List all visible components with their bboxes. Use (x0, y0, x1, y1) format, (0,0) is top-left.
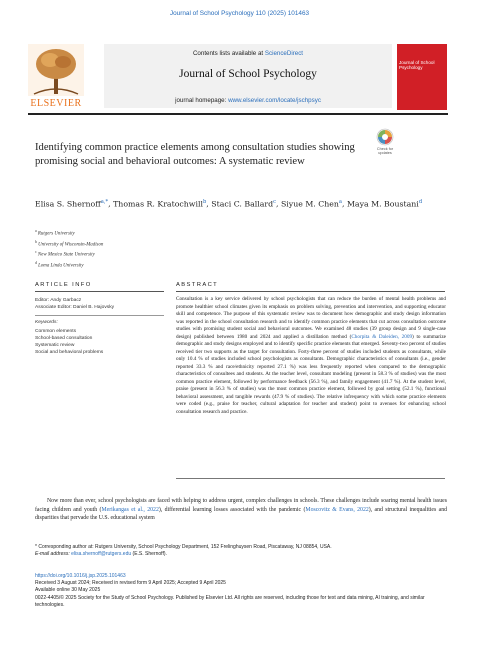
abstract-heading: ABSTRACT (176, 282, 219, 288)
affiliation-marker: c (35, 250, 37, 255)
author-affiliation-marker[interactable]: a,* (100, 199, 109, 205)
author-name[interactable]: Elisa S. Shernoff (35, 199, 101, 209)
associate-editor-line: Associate Editor: Daniel B. Hajovsky (35, 305, 115, 311)
keywords-divider (35, 315, 164, 316)
affiliation-marker: b (35, 239, 37, 244)
abstract-divider (176, 291, 445, 292)
body-part-a: Now more than ever, school psychologists are faced with helping to address urgent, complex challenges in schools. These challenges include soaring mental health issues facing children and youth ( (35, 498, 447, 513)
author-name[interactable]: Maya M. Boustani (346, 199, 419, 209)
author-name[interactable]: Thomas R. Kratochwill (113, 199, 203, 209)
author-affiliation-marker[interactable]: a (338, 199, 342, 205)
elsevier-logo-text: ELSEVIER (30, 98, 82, 109)
affiliation-text: Loma Linda University (38, 263, 84, 269)
author-affiliation-marker[interactable]: d (418, 199, 423, 205)
email-label: E-mail address: (35, 550, 70, 557)
editor-line: Editor: Andy Garbacz (35, 298, 82, 303)
cover-title: Journal of School Psychology (399, 60, 435, 70)
affiliation-item (35, 260, 335, 271)
badge-line2: updates (378, 151, 392, 156)
publication-info (35, 573, 447, 609)
article-title: Identifying common practice elements among consultation studies showing promising social and behavioral outcomes: A systematic review (35, 142, 355, 167)
journal-homepage (104, 97, 392, 104)
author-name[interactable]: Staci C. Ballard (211, 199, 274, 209)
author-separator: , (276, 199, 281, 209)
article-info-heading: ARTICLE INFO (35, 282, 92, 288)
abstract-part-a: Consultation is a key service delivered by school psychologists that can reduce the burden of mental health problems and promote healthier school climates given its emphasis on problem solving, prevention and intervention, and supporting educator skill and competence. The purpose of this systematic review was to document how demographic and study design information was reported in the school consultation research and to identify common practice elements that cut across consultation outcome studies with promising student social and behavioral outcomes. We examined 48 studies (39 group design and 9 single-case design) published between 1980 and 2024 and applied a distillation method ( (176, 296, 446, 340)
article-info-divider (35, 291, 164, 292)
abstract-citation-link[interactable]: Chorpita & Daleiden, 2009 (351, 333, 413, 340)
badge-line1: Check for (376, 147, 394, 151)
body-part-c: ), and structural inequalities and disparities that pervade the U.S. educational system (35, 506, 447, 522)
keyword-item: Social and behavioral problems (35, 350, 104, 355)
author-separator: , (341, 199, 347, 209)
author-name[interactable]: Siyue M. Chen (280, 199, 339, 209)
keywords-list (35, 328, 103, 356)
editor-info (35, 297, 114, 311)
affiliation-text: University of Wisconsin-Madison (38, 242, 104, 248)
author-affiliation-marker[interactable]: b (202, 199, 207, 205)
keywords-heading: Keywords: (35, 320, 58, 325)
affiliation-item (35, 249, 335, 260)
author-separator: , (108, 199, 114, 209)
available-online: Available online 30 May 2025 (35, 587, 101, 594)
affiliation-item (35, 239, 335, 250)
sciencedirect-link[interactable]: ScienceDirect (264, 50, 304, 57)
keyword-item: Common elements (35, 329, 77, 334)
header-divider (28, 113, 448, 115)
email-line (35, 551, 447, 558)
citation-moscovitz-link[interactable]: Moscovitz & Evans, 2022 (305, 506, 369, 513)
affiliation-item (35, 228, 335, 239)
author-affiliation-marker[interactable]: c (273, 199, 276, 205)
citation-merikangas-link[interactable]: Merikangas et al., 2022 (101, 506, 159, 513)
abstract-bottom-divider (176, 478, 445, 479)
copyright-notice: 0022-4405/© 2025 Society for the Study of School Psychology. Published by Elsevier Ltd. All rights are reserved, including those for text and data mining, AI training, and similar technologies. (35, 594, 425, 608)
abstract-part-b: ) to summarize demographic and study designs employed and to identify specific practice elements that emerged. Seventy-two percent of studies received tier two supports as the target for consultation. Forty-three percent of studies included students as consultants, while only 10.4 % of studies included school psychologists as consultants. Demographic characteristics of consultants (i.e., gender reported 33.3 % and race/ethnicity reported 27.1 %) was less frequently reported when compared to the demographic characteristics of consultees and students. At the teacher level, consultant modeling (present in 58.3 % of studies) was the most common practice element, followed by performance feedback (56.3 %), and family engagement (41.7 %). At the student level, praise (present in 56.3 % of studies) was the most common practice element, followed by goal setting (52.1 %), functional behavioral assessment, and tangible rewards (47.9 % of studies). The relative infrequency with which some practice elements were coded (e.g., praise for teacher, cultural adaptation for teacher and student) point to avenues for enhancing school consultation research and practice. (176, 333, 446, 415)
homepage-prefix: journal homepage: (175, 97, 229, 104)
received-dates: Received 3 August 2024; Received in revised form 9 April 2025; Accepted 9 April 2025 (35, 580, 226, 587)
keyword-item: School-based consultation (35, 336, 93, 341)
author-list (35, 196, 435, 211)
check-for-updates-label[interactable] (368, 147, 402, 155)
journal-title: Journal of School Psychology (179, 68, 317, 80)
affiliation-marker: d (35, 260, 37, 265)
keyword-item: Systematic review (35, 343, 75, 348)
footnote (35, 544, 447, 558)
email-suffix: (E.S. Shernoff). (131, 550, 167, 557)
contents-line (104, 50, 392, 57)
doi-link[interactable]: https://doi.org/10.1016/j.jsp.2025.101463 (35, 573, 126, 579)
journal-cover-image[interactable] (397, 44, 447, 110)
contents-prefix: Contents lists available at (192, 50, 265, 57)
abstract-text (176, 296, 446, 416)
author-separator: , (206, 199, 212, 209)
affiliation-list (35, 228, 335, 270)
body-paragraph (35, 497, 447, 523)
body-part-b: ), differential learning losses associated with the pandemic ( (158, 506, 306, 513)
homepage-link[interactable]: www.elsevier.com/locate/jschpsyc (228, 97, 321, 104)
email-link[interactable]: elisa.shernoff@rutgers.edu (71, 550, 132, 557)
affiliation-text: New Mexico State University (37, 252, 95, 258)
journal-reference[interactable]: Journal of School Psychology 110 (2025) 101463 (169, 10, 310, 17)
affiliation-marker: a (35, 229, 37, 233)
affiliation-text: Rutgers University (37, 231, 75, 237)
corresponding-author-note: * Corresponding author at: Rutgers University, School Psychology Department, 152 Frelinghuysen Road, Piscataway, NJ 08854, USA. (35, 544, 332, 550)
